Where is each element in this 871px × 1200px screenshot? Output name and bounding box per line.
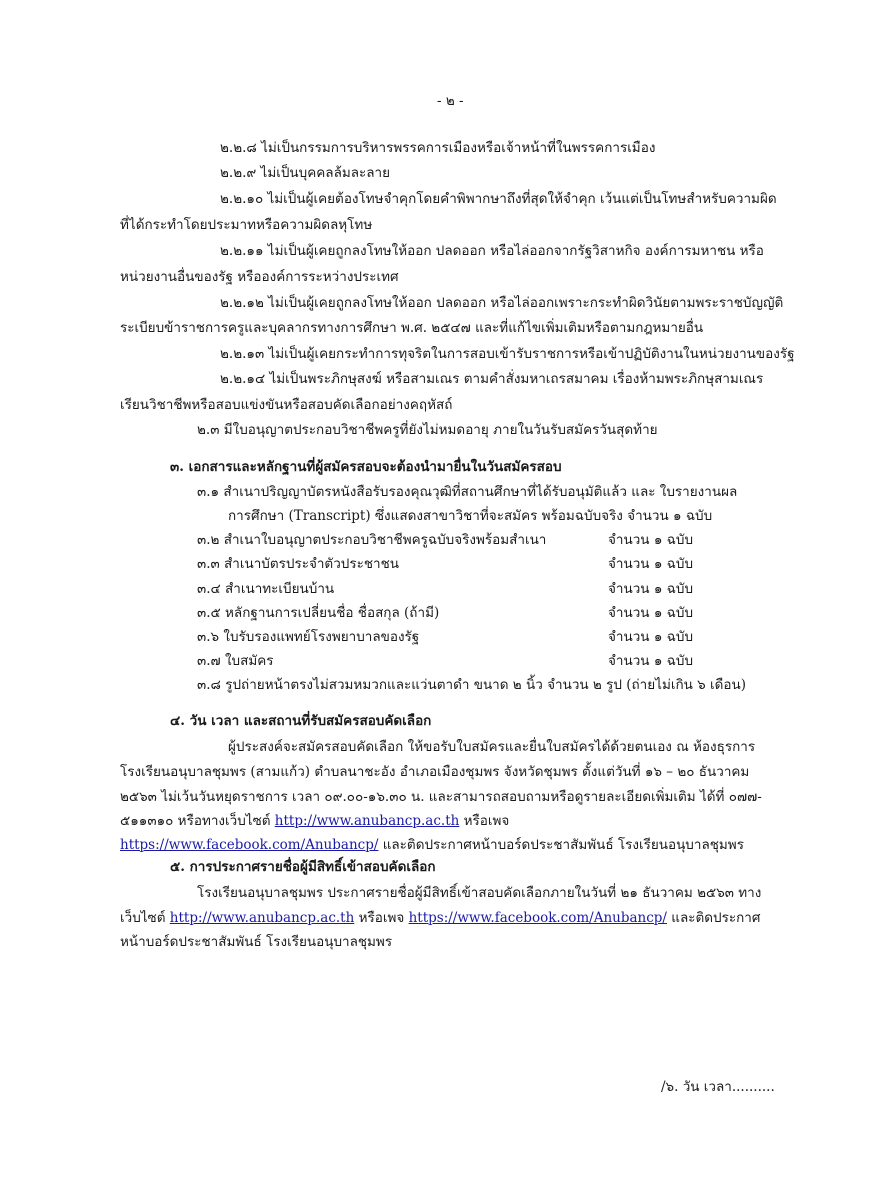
doc-item-label: ๓.๔ สำเนาทะเบียนบ้าน [197, 581, 335, 597]
item-2-2-13: ๒.๒.๑๓ ไม่เป็นผู้เคยกระทำการทุจริตในการสอบเข้ารับราชการหรือเข้าปฏิบัติงานในหน่วยงานของรัฐ [220, 346, 795, 362]
item-2-2-12: ๒.๒.๑๒ ไม่เป็นผู้เคยถูกลงโทษให้ออก ปลดออก หรือไล่ออกเพราะกระทำผิดวินัยตามพระราชบัญญัติ [220, 295, 784, 311]
website-link[interactable]: http://www.anubancp.ac.th [274, 813, 460, 829]
doc-item-label: ๓.๓ สำเนาบัตรประจำตัวประชาชน [197, 556, 399, 572]
item-2-2-12-cont: ระเบียบข้าราชการครูและบุคลากรทางการศึกษา พ.ศ. ๒๕๔๗ และที่แก้ไขเพิ่มเติมหรือตามกฎหมายอื่น [120, 320, 704, 336]
section-5-line2-suffix: และติดประกาศ [671, 910, 761, 926]
section-5-line2-prefix: เว็บไซต์ [120, 910, 166, 926]
section-4-line4-suffix: หรือเพจ [463, 813, 510, 829]
item-2-2-10: ๒.๒.๑๐ ไม่เป็นผู้เคยต้องโทษจำคุกโดยคำพิพากษาถึงที่สุดให้จำคุก เว้นแต่เป็นโทษสำหรับความผิด [220, 191, 777, 207]
website-link[interactable]: http://www.anubancp.ac.th [169, 910, 355, 926]
doc-item-label: ๓.๕ หลักฐานการเปลี่ยนชื่อ ชื่อสกุล (ถ้ามี) [197, 605, 440, 621]
doc-item-label: ๓.๖ ใบรับรองแพทย์โรงพยาบาลของรัฐ [197, 629, 420, 645]
item-3-8: ๓.๘ รูปถ่ายหน้าตรงไม่สวมหมวกและแว่นตาดำ ขนาด ๒ นิ้ว จำนวน ๒ รูป (ถ่ายไม่เกิน ๖ เดือน) [197, 677, 746, 693]
item-2-3: ๒.๓ มีใบอนุญาตประกอบวิชาชีพครูที่ยังไม่หมดอายุ ภายในวันรับสมัครวันสุดท้าย [197, 422, 658, 438]
section-4-line5-suffix: และติดประกาศหน้าบอร์ดประชาสัมพันธ์ โรงเรียนอนุบาลชุมพร [382, 837, 744, 853]
section-4-heading: ๔. วัน เวลา และสถานที่รับสมัครสอบคัดเลือก [170, 713, 432, 729]
item-3-1: ๓.๑ สำเนาปริญญาบัตรหนังสือรับรองคุณวุฒิที่สถานศึกษาที่ได้รับอนุมัติแล้ว และ ใบรายงานผล [197, 484, 738, 500]
section-5-line3: หน้าบอร์ดประชาสัมพันธ์ โรงเรียนอนุบาลชุมพร [120, 934, 393, 950]
doc-item-qty: จำนวน ๑ ฉบับ [608, 653, 694, 669]
doc-item-label: ๓.๗ ใบสมัคร [197, 653, 274, 669]
doc-item-qty: จำนวน ๑ ฉบับ [608, 556, 694, 572]
item-2-2-8: ๒.๒.๘ ไม่เป็นกรรมการบริหารพรรคการเมืองหรือเจ้าหน้าที่ในพรรคการเมือง [220, 140, 656, 156]
section-4-line1: ผู้ประสงค์จะสมัครสอบคัดเลือก ให้ขอรับใบสมัครและยื่นใบสมัครได้ด้วยตนเอง ณ ห้องธุรการ [228, 739, 756, 755]
doc-item-label: ๓.๒ สำเนาใบอนุญาตประกอบวิชาชีพครูฉบับจริงพร้อมสำเนา [197, 532, 547, 548]
facebook-link[interactable]: https://www.facebook.com/Anubancp/ [120, 837, 379, 853]
section-4-line5 [120, 834, 744, 856]
section-4-line2: โรงเรียนอนุบาลชุมพร (สามแก้ว) ตำบลนาชะอัง อำเภอเมืองชุมพร จังหวัดชุมพร ตั้งแต่วันที่ ๑๖ – ๒๐ ธันวาคม [120, 764, 750, 780]
section-4-line4 [120, 810, 509, 832]
item-2-2-11-cont: หน่วยงานอื่นของรัฐ หรือองค์การระหว่างประเทศ [120, 269, 399, 285]
item-3-1-cont: การศึกษา (Transcript) ซึ่งแสดงสาขาวิชาที่จะสมัคร พร้อมฉบับจริง จำนวน ๑ ฉบับ [228, 508, 713, 524]
doc-item-qty: จำนวน ๑ ฉบับ [608, 532, 694, 548]
item-2-2-9: ๒.๒.๙ ไม่เป็นบุคคลล้มละลาย [220, 165, 391, 181]
item-2-2-11: ๒.๒.๑๑ ไม่เป็นผู้เคยถูกลงโทษให้ออก ปลดออก หรือไล่ออกจากรัฐวิสาหกิจ องค์การมหาชน หรือ [220, 243, 764, 259]
section-5-heading: ๕. การประกาศรายชื่อผู้มีสิทธิ์เข้าสอบคัดเลือก [170, 859, 436, 875]
continuation-note: /๖. วัน เวลา.......... [661, 1079, 775, 1095]
page-number: - ๒ - [437, 93, 464, 109]
section-3-heading: ๓. เอกสารและหลักฐานที่ผู้สมัครสอบจะต้องนำมายื่นในวันสมัครสอบ [170, 459, 562, 475]
doc-item-qty: จำนวน ๑ ฉบับ [608, 581, 694, 597]
item-2-2-14: ๒.๒.๑๔ ไม่เป็นพระภิกษุสงฆ์ หรือสามเณร ตามคำสั่งมหาเถรสมาคม เรื่องห้ามพระภิกษุสามเณร [220, 371, 764, 387]
facebook-link[interactable]: https://www.facebook.com/Anubancp/ [408, 910, 667, 926]
item-2-2-14-cont: เรียนวิชาชีพหรือสอบแข่งขันหรือสอบคัดเลือกอย่างคฤหัสถ์ [120, 397, 453, 413]
section-4-line3: ๒๕๖๓ ไม่เว้นวันหยุดราชการ เวลา ๐๙.๐๐-๑๖.๓๐ น. และสามารถสอบถามหรือดูรายละเอียดเพิ่มเติม ได้ที่ ๐๗๗- [120, 789, 762, 805]
doc-item-qty: จำนวน ๑ ฉบับ [608, 605, 694, 621]
section-5-line2-mid: หรือเพจ [358, 910, 405, 926]
doc-item-qty: จำนวน ๑ ฉบับ [608, 629, 694, 645]
section-5-line1: โรงเรียนอนุบาลชุมพร ประกาศรายชื่อผู้มีสิทธิ์เข้าสอบคัดเลือกภายในวันที่ ๒๑ ธันวาคม ๒๕๖๓ ทาง [197, 885, 762, 901]
section-5-line2 [120, 907, 760, 929]
item-2-2-10-cont: ที่ได้กระทำโดยประมาทหรือความผิดลหุโทษ [120, 217, 373, 233]
section-4-line4-prefix: ๕๑๑๓๑๐ หรือทางเว็บไซต์ [120, 813, 271, 829]
